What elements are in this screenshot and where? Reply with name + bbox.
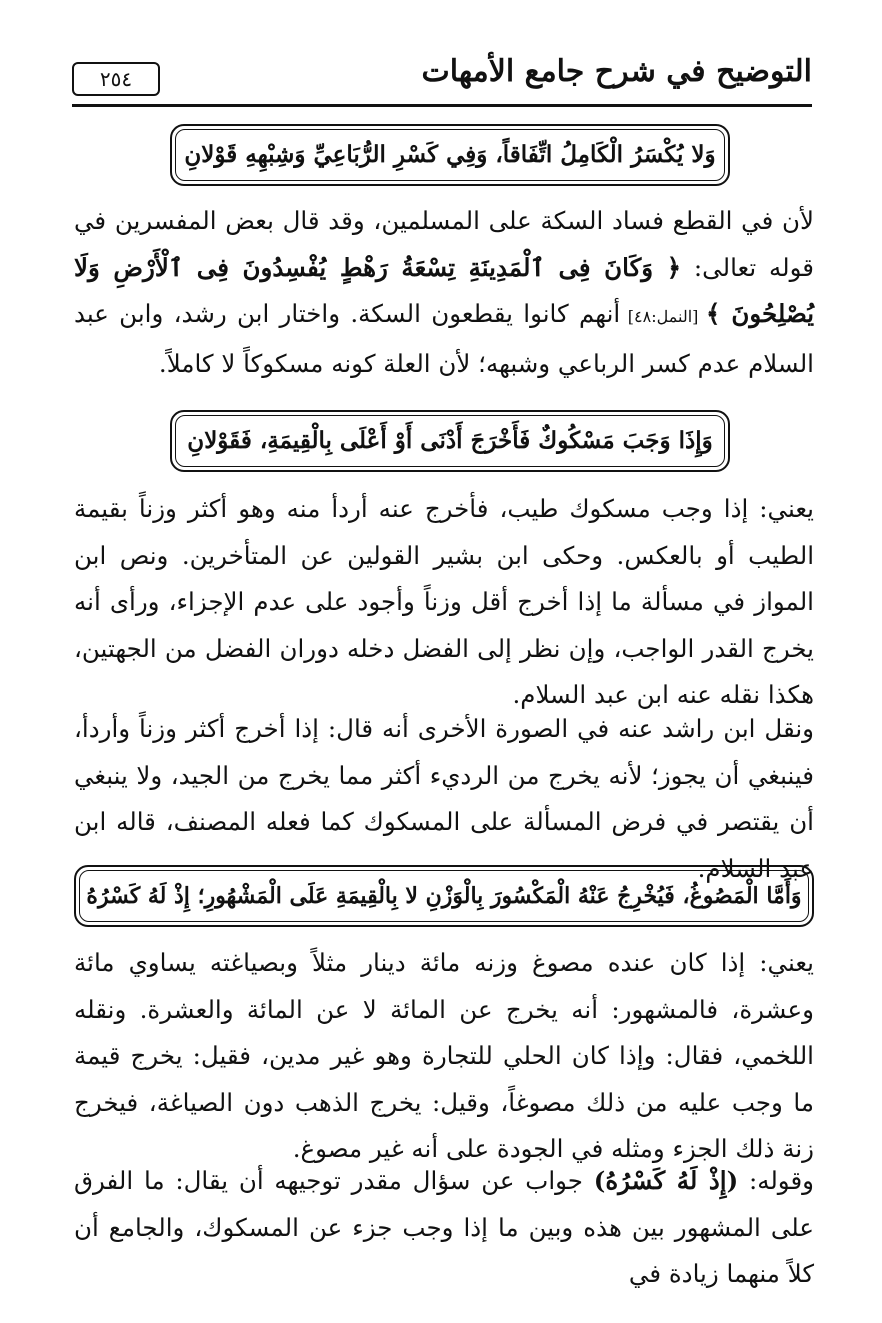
matn-text-1: وَلا يُكْسَرُ الْكَامِلُ اتِّفَاقاً، وَفِي كَسْرِ الرُّبَاعِيِّ وَشِبْهِهِ قَوْلانِ [184, 141, 716, 168]
paragraph-1 [74, 198, 814, 388]
quran-verse: ﴿ وَكَانَ فِى ٱلْمَدِينَةِ تِسْعَةُ رَهْطٍ يُفْسِدُونَ فِى ٱلْأَرْضِ وَلَا يُصْلِحُونَ ﴾ [74, 252, 815, 328]
paragraph-5-text-b: جواب عن سؤال مقدر توجيهه أن يقال: ما الفرق على المشهور بين هذه وبين ما إذا وجب جزء عن المسكوك، والجامع أن كلاً منهما زيادة في [74, 1166, 814, 1288]
page-number: ٢٥٤ [72, 62, 160, 96]
paragraph-5-text-a: وقوله: [738, 1166, 814, 1195]
matn-box-3 [74, 865, 814, 927]
matn-box-1 [170, 124, 730, 186]
matn-box-2 [170, 410, 730, 472]
matn-text-3: وَأَمَّا الْمَصُوغُ، فَيُخْرِجُ عَنْهُ الْمَكْسُورَ بِالْوَزْنِ لا بِالْقِيمَةِ عَلَى الْمَشْهُورِ؛ إِذْ لَهُ كَسْرُهُ [86, 883, 802, 909]
page-header [72, 50, 812, 110]
matn-text-2: وَإِذَا وَجَبَ مَسْكُوكٌ فَأَخْرَجَ أَدْنَى أَوْ أَعْلَى بِالْقِيمَةِ، فَقَوْلانِ [187, 427, 713, 454]
paragraph-1-text-b: أنهم كانوا يقطعون السكة. واختار ابن رشد، وابن عبد السلام عدم كسر الرباعي وشبهه؛ لأن العلة كونه مسكوكاً لا كاملاً. [74, 299, 814, 378]
book-title: التوضيح في شرح جامع الأمهات [421, 54, 812, 89]
verse-reference: [النمل:٤٨] [620, 307, 706, 326]
header-rule [72, 104, 812, 107]
paragraph-1-text-a: لأن في القطع فساد السكة على المسلمين، وقد قال بعض المفسرين في قوله تعالى: [74, 206, 814, 282]
matn-quote: (إِذْ لَهُ كَسْرُهُ) [593, 1166, 739, 1195]
paragraph-5 [74, 1158, 814, 1288]
paragraph-4: يعني: إذا كان عنده مصوغ وزنه مائة دينار مثلاً وبصياغته يساوي مائة وعشرة، فالمشهور: أنه يخرج عن المائة لا عن المائة والعشرة. ونقله اللخمي، فقال: وإذا كان الحلي للتجارة وهو غير مدين، فقيل: يخرج قيمة ما وجب عليه من ذلك مصوغاً، وقيل: يخرج الذهب دون الصياغة، فيخرج زنة ذلك الجزء ومثله في الجودة على أنه غير مصوغ. [74, 948, 814, 1163]
paragraph-2: يعني: إذا وجب مسكوك طيب، فأخرج عنه أردأ منه وهو أكثر وزناً بقيمة الطيب أو بالعكس. وحكى ابن بشير القولين عن المتأخرين. ونص ابن المواز في مسألة ما إذا أخرج أقل وزناً وأجود على عدم الإجزاء، ورأى أنه يخرج القدر الواجب، وإن نظر إلى الفضل دخله دوران الفضل من الجهتين، هكذا نقله عنه ابن عبد السلام. [74, 494, 814, 709]
paragraph-3: ونقل ابن راشد عنه في الصورة الأخرى أنه قال: إذا أخرج أكثر وزناً وأردأ، فينبغي أن يجوز؛ لأنه يخرج من الرديء أكثر مما يخرج من الجيد، ولا ينبغي أن يقتصر في فرض المسألة على المسكوك كما فعله المصنف، قاله ابن عبد السلام. [74, 714, 814, 883]
